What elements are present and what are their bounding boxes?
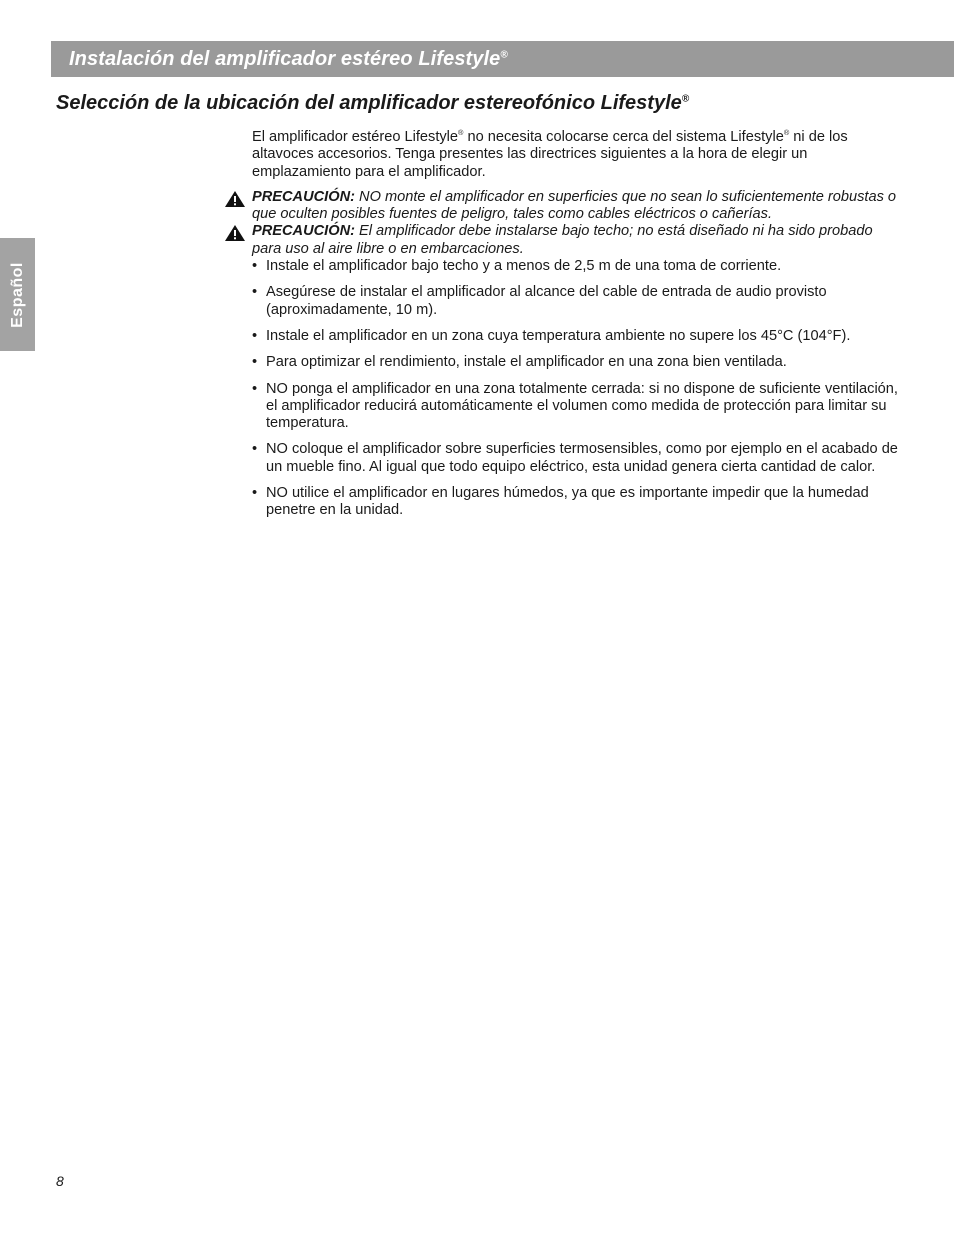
- header-title: Instalación del amplificador estéreo Lifestyle®: [69, 47, 508, 70]
- bullet-dot: •: [252, 327, 258, 344]
- bullet-dot: •: [252, 258, 258, 275]
- header-band: [51, 41, 954, 77]
- caution-note-1: [252, 189, 902, 224]
- caution-text: El amplificador debe instalarse bajo techo; no está diseñado ni ha sido probado para uso al aire libre o en embarcaciones.: [252, 223, 873, 257]
- list-item: • Instale el amplificador en un zona cuya temperatura ambiente no supere los 45°C (104°F).: [252, 327, 851, 344]
- list-item: • Instale el amplificador bajo techo y a menos de 2,5 m de una toma de corriente.: [252, 258, 782, 275]
- bullet-dot: •: [252, 441, 258, 458]
- guidelines-list: [252, 258, 902, 520]
- bullet-dot: •: [252, 485, 258, 502]
- main-content: [252, 129, 902, 529]
- warning-triangle-icon: [224, 190, 246, 208]
- bullet-dot: •: [252, 284, 258, 301]
- caution-note-2: [252, 223, 902, 258]
- list-item: • NO utilice el amplificador en lugares húmedos, ya que es importante impedir que la humedad penetre en la unidad.: [252, 485, 869, 519]
- section-title: Selección de la ubicación del amplificador estereofónico Lifestyle®: [56, 92, 690, 114]
- language-tab-label: Español: [8, 261, 26, 328]
- caution-label: PRECAUCIÓN:: [252, 188, 355, 205]
- bullet-dot: •: [252, 380, 258, 397]
- warning-triangle-icon: [224, 224, 246, 242]
- list-item: • NO coloque el amplificador sobre superficies termosensibles, como por ejemplo en el acabado de un mueble fino. Al igual que todo equipo eléctrico, esta unidad genera cierta cantidad de calor.: [252, 441, 898, 475]
- list-item: • Para optimizar el rendimiento, instale el amplificador en una zona bien ventilada.: [252, 354, 787, 371]
- list-item: • NO ponga el amplificador en una zona totalmente cerrada: si no dispone de suficiente ventilación, el amplificador reducirá automáticamente el volumen como medida de protección para limitar su temperatura.: [252, 380, 898, 432]
- language-side-tab: [0, 238, 35, 351]
- caution-label: PRECAUCIÓN:: [252, 223, 355, 240]
- bullet-dot: •: [252, 354, 258, 371]
- caution-text: NO monte el amplificador en superficies que no sean lo suficientemente robustas o que oculten posibles fuentes de peligro, tales como cables eléctricos o cañerías.: [252, 188, 897, 223]
- page-number: 8: [56, 1173, 64, 1189]
- intro-paragraph: El amplificador estéreo Lifestyle® no necesita colocarse cerca del sistema Lifestyle® ni de los altavoces accesorios. Tenga presentes las directrices siguientes a la hora de elegir un emplazamiento para el amplificador.: [252, 128, 848, 180]
- list-item: • Asegúrese de instalar el amplificador al alcance del cable de entrada de audio provisto (aproximadamente, 10 m).: [252, 284, 827, 318]
